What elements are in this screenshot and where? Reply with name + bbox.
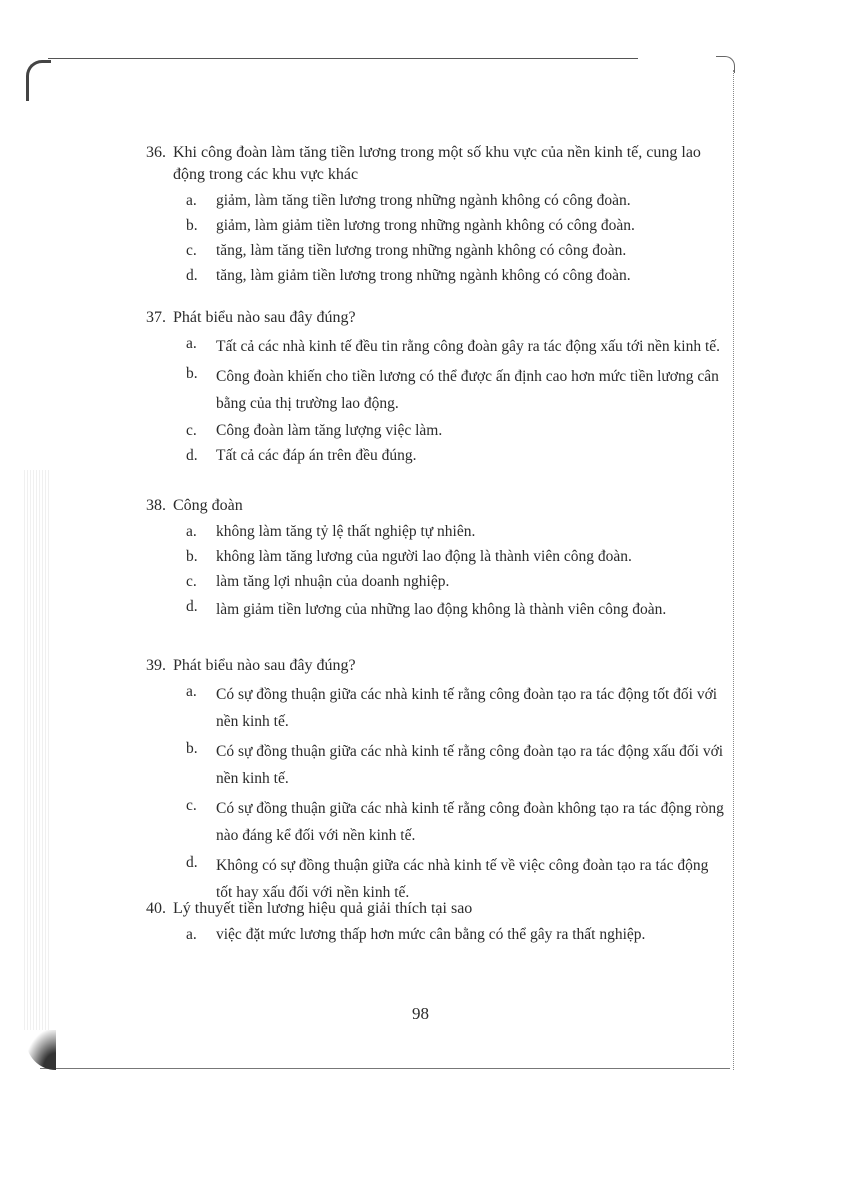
option-b xyxy=(146,215,726,237)
option-text: Có sự đồng thuận giữa các nhà kinh tế rằng công đoàn tạo ra tác động tốt đối với nền kinh tế. xyxy=(216,686,718,730)
option-d xyxy=(146,265,726,287)
option-letter: a. xyxy=(186,335,197,352)
option-text: làm giảm tiền lương của những lao động không là thành viên công đoàn. xyxy=(216,601,667,618)
option-b xyxy=(146,738,726,792)
scan-corner-top-left xyxy=(26,60,51,101)
scan-shadow-left xyxy=(24,470,50,1030)
option-letter: c. xyxy=(186,573,197,590)
scan-edge-right xyxy=(733,70,734,1070)
option-a xyxy=(146,681,726,735)
option-text: Tất cả các nhà kinh tế đều tin rằng công đoàn gây ra tác động xấu tới nền kinh tế. xyxy=(216,338,721,355)
option-a xyxy=(146,333,726,360)
option-text: Công đoàn khiến cho tiền lương có thể được ấn định cao hơn mức tiền lương cân bằng của thị trường lao động. xyxy=(216,368,719,412)
option-letter: b. xyxy=(186,365,198,382)
question-number: 37. xyxy=(146,309,166,326)
option-letter: d. xyxy=(186,447,198,464)
option-text: Công đoàn làm tăng lượng việc làm. xyxy=(216,422,443,439)
option-text: tăng, làm tăng tiền lương trong những ngành không có công đoàn. xyxy=(216,242,627,259)
question-number: 38. xyxy=(146,497,166,514)
question-number: 36. xyxy=(146,144,166,161)
question-text: Công đoàn xyxy=(173,497,243,514)
option-text: làm tăng lợi nhuận của doanh nghiệp. xyxy=(216,573,450,590)
question-number: 39. xyxy=(146,657,166,674)
option-text: tăng, làm giảm tiền lương trong những ngành không có công đoàn. xyxy=(216,267,631,284)
scan-edge-bottom xyxy=(40,1068,730,1069)
question-number: 40. xyxy=(146,900,166,917)
question-stem xyxy=(146,655,726,677)
option-c xyxy=(146,240,726,262)
question-stem xyxy=(146,142,726,186)
option-text: Không có sự đồng thuận giữa các nhà kinh tế về việc công đoàn tạo ra tác động tốt hay xấu đối với nền kinh tế. xyxy=(216,857,709,901)
option-a xyxy=(146,521,726,543)
option-d xyxy=(146,445,726,467)
option-letter: b. xyxy=(186,217,198,234)
option-letter: c. xyxy=(186,797,197,814)
option-letter: d. xyxy=(186,267,198,284)
question-text: Lý thuyết tiền lương hiệu quả giải thích tại sao xyxy=(173,900,473,917)
question-stem xyxy=(146,307,726,329)
question-39 xyxy=(146,655,726,909)
question-stem xyxy=(146,898,726,920)
option-text: Có sự đồng thuận giữa các nhà kinh tế rằng công đoàn tạo ra tác động xấu đối với nền kinh tế. xyxy=(216,743,724,787)
option-letter: a. xyxy=(186,683,197,700)
question-stem xyxy=(146,495,726,517)
scan-edge-top xyxy=(48,58,638,59)
option-c xyxy=(146,420,726,442)
option-a xyxy=(146,924,726,946)
option-list xyxy=(146,190,726,287)
question-36 xyxy=(146,142,726,290)
option-list xyxy=(146,681,726,906)
page-number: 98 xyxy=(412,1004,429,1023)
option-text: không làm tăng tỷ lệ thất nghiệp tự nhiên. xyxy=(216,523,476,540)
option-letter: d. xyxy=(186,598,198,615)
option-letter: a. xyxy=(186,926,197,943)
question-text: Phát biểu nào sau đây đúng? xyxy=(173,309,356,326)
option-letter: c. xyxy=(186,422,197,439)
option-text: không làm tăng lương của người lao động là thành viên công đoàn. xyxy=(216,548,632,565)
option-b xyxy=(146,546,726,568)
scan-corner-bottom-left xyxy=(26,1030,56,1070)
option-b xyxy=(146,363,726,417)
option-letter: a. xyxy=(186,523,197,540)
question-text: Phát biểu nào sau đây đúng? xyxy=(173,657,356,674)
option-letter: b. xyxy=(186,548,198,565)
option-c xyxy=(146,571,726,593)
option-letter: b. xyxy=(186,740,198,757)
option-d xyxy=(146,596,726,623)
option-list xyxy=(146,924,726,946)
option-text: giảm, làm giảm tiền lương trong những ngành không có công đoàn. xyxy=(216,217,635,234)
option-letter: c. xyxy=(186,242,197,259)
option-letter: a. xyxy=(186,192,197,209)
question-text: Khi công đoàn làm tăng tiền lương trong một số khu vực của nền kinh tế, cung lao động trong các khu vực khác xyxy=(173,144,701,183)
option-text: Tất cả các đáp án trên đều đúng. xyxy=(216,447,417,464)
option-text: Có sự đồng thuận giữa các nhà kinh tế rằng công đoàn không tạo ra tác động ròng nào đáng kể đối với nền kinh tế. xyxy=(216,800,724,844)
option-list xyxy=(146,333,726,467)
question-37 xyxy=(146,307,726,470)
question-40 xyxy=(146,898,726,949)
question-38 xyxy=(146,495,726,626)
option-text: việc đặt mức lương thấp hơn mức cân bằng có thể gây ra thất nghiệp. xyxy=(216,926,646,943)
option-c xyxy=(146,795,726,849)
option-list xyxy=(146,521,726,623)
option-a xyxy=(146,190,726,212)
option-text: giảm, làm tăng tiền lương trong những ngành không có công đoàn. xyxy=(216,192,631,209)
option-letter: d. xyxy=(186,854,198,871)
